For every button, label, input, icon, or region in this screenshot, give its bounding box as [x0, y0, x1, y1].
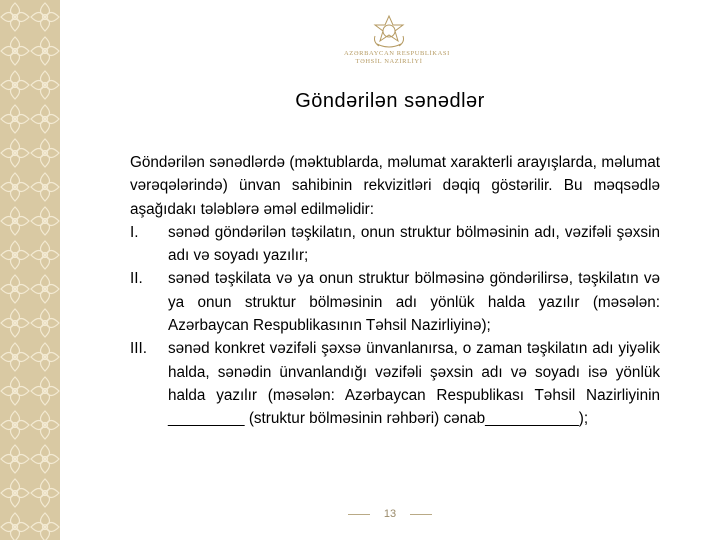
list-item-number: I. — [130, 223, 139, 241]
list-item-number: III. — [130, 340, 147, 358]
slide-title: Göndərilən sənədlər — [295, 90, 485, 112]
ministry-logo — [344, 14, 450, 76]
page-footer — [60, 508, 720, 520]
page-number: 13 — [383, 508, 397, 520]
list-item — [130, 337, 660, 430]
list-item — [130, 221, 660, 268]
logo-text-line1: AZƏRBAYCAN RESPUBLİKASI — [344, 50, 450, 57]
logo-text-line2: TƏHSİL NAZİRLİYİ — [355, 58, 423, 65]
footer-divider-left — [348, 514, 370, 515]
list-item-text: sənəd konkret vəzifəli şəxsə ünvanlanırsa, o zaman təşkilatın adı yiyəlik halda, sənədin ünvanlandığı vəzifəli şəxsin adı və soyadı isə yönlük halda yazılır (məsələn: Azərbaycan Respublikası Təhsil Nazirliyinin _________ (struktur bölməsinin rəhbəri) cənab___________); — [168, 340, 660, 428]
decorative-side-pattern — [0, 0, 60, 540]
list-item-number: II. — [130, 270, 143, 288]
footer-divider-right — [410, 514, 432, 515]
slide-body — [130, 151, 660, 431]
list-item-text: sənəd göndərilən təşkilatın, onun struktur bölməsinin adı, vəzifəli şəxsin adı və soyadı yazılır; — [168, 223, 660, 265]
intro-paragraph: Göndərilən sənədlərdə (məktublarda, məlumat xarakterli arayışlarda, məlumat vərəqələrində) ünvan sahibinin rekvizitləri dəqiq göstərilir. Bu məqsədlə aşağıdakı tələblərə əməl edilməlidir: — [130, 154, 660, 218]
list-item-text: sənəd təşkilata və ya onun struktur bölməsinə göndərilirsə, təşkilatın və ya onun struktur bölməsinin adı yönlük halda yazılır (məsələn: Azərbaycan Respublikasının Təhsil Nazirliyinə); — [168, 270, 660, 335]
emblem-icon — [371, 14, 407, 50]
list-item — [130, 267, 660, 337]
